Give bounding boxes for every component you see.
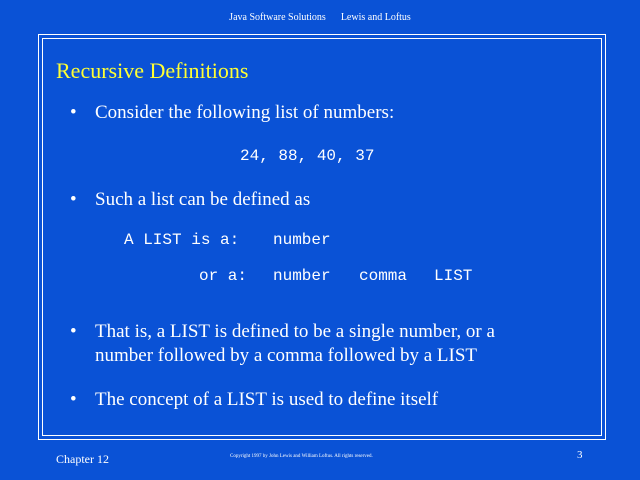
definition-row2-list: LIST xyxy=(434,267,473,285)
footer-chapter: Chapter 12 xyxy=(56,452,109,466)
bullet-text: Consider the following list of numbers: xyxy=(95,102,395,123)
slide-title: Recursive Definitions xyxy=(56,58,249,83)
bullet-text-line2: number followed by a comma followed by a LIST xyxy=(95,345,478,366)
bullet-text: The concept of a LIST is used to define itself xyxy=(95,389,439,410)
definition-row2-comma: comma xyxy=(359,267,408,285)
number-list: 24, 88, 40, 37 xyxy=(240,147,375,165)
footer-page-number: 3 xyxy=(577,449,583,461)
bullet-dot: • xyxy=(70,389,77,410)
definition-row2-label: or a: xyxy=(199,267,248,285)
definition-row2-number: number xyxy=(273,267,331,285)
definition-row1-value: number xyxy=(273,231,331,249)
bullet-text-line1: That is, a LIST is defined to be a single number, or a xyxy=(95,321,495,342)
bullet-dot: • xyxy=(70,189,77,210)
header-authors: Lewis and Loftus xyxy=(340,12,411,23)
slide-header xyxy=(0,12,640,23)
bullet-dot: • xyxy=(70,321,77,342)
bullet-dot: • xyxy=(70,102,77,123)
definition-row1-label: A LIST is a: xyxy=(124,231,240,249)
footer-copyright: Copyright 1997 by John Lewis and William Loftus. All rights reserved. xyxy=(230,454,373,459)
bullet-text: Such a list can be defined as xyxy=(95,189,311,210)
header-book-title: Java Software Solutions xyxy=(229,12,326,23)
